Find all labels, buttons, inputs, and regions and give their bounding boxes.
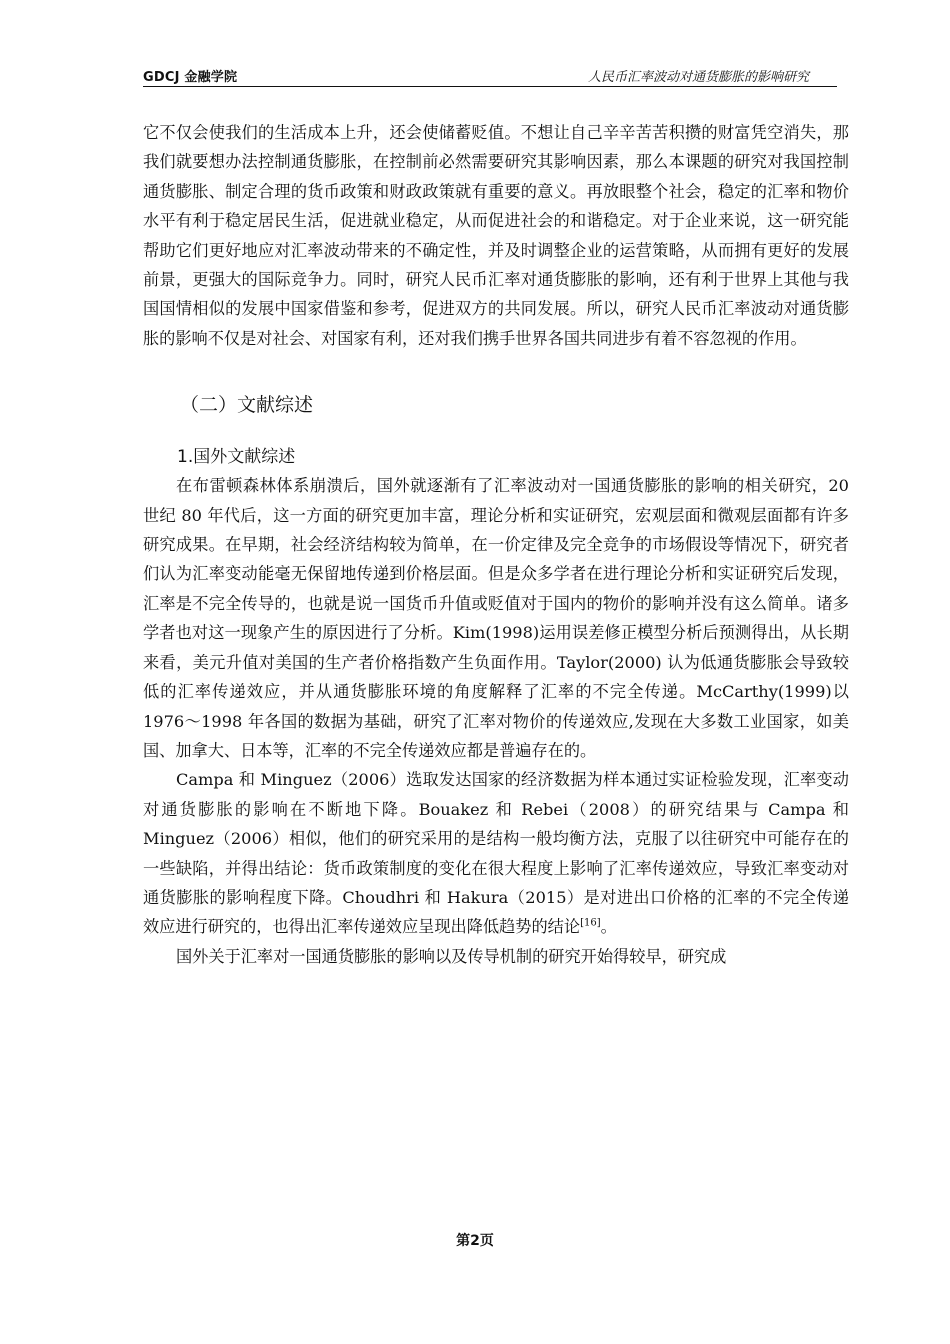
paragraph-significance: 它不仅会使我们的生活成本上升，还会使储蓄贬值。不想让自己辛辛苦苦积攒的财富凭空消失，那我们就要想办法控制通货膨胀，在控制前必然需要研究其影响因素，那么本课题的研究对我国控制通货膨胀、制定合理的货币政策和财政政策就有重要的意义。再放眼整个社会，稳定的汇率和物价水平有利于稳定居民生活，促进就业稳定，从而促进社会的和谐稳定。对于企业来说，这一研究能帮助它们更好地应对汇率波动带来的不确定性，并及时调整企业的运营策略，从而拥有更好的发展前景，更强大的国际竞争力。同时，研究人民币汇率对通货膨胀的影响，还有利于世界上其他与我国国情相似的发展中国家借鉴和参考，促进双方的共同发展。所以，研究人民币汇率波动对通货膨胀的影响不仅是对社会、对国家有利，还对我们携手世界各国共同进步有着不容忽视的作用。: [143, 123, 849, 348]
sub-heading-foreign-literature: 1.国外文献综述: [177, 447, 296, 468]
citation-reference: [16]: [580, 917, 601, 929]
section-heading-literature-review: （二）文献综述: [180, 394, 314, 417]
paragraph-campa-end: 。: [600, 917, 617, 937]
page-header: [143, 66, 837, 87]
page-content: [143, 118, 849, 971]
paragraph-transmission: 国外关于汇率对一国通货膨胀的影响以及传导机制的研究开始得较早，研究成: [176, 946, 727, 966]
page-number: 第2页: [456, 1233, 494, 1249]
header-institution: GDCJ 金融学院: [143, 70, 238, 85]
paragraph-campa-minguez: [143, 765, 849, 941]
paragraph-foreign-research: 在布雷顿森林体系崩溃后，国外就逐渐有了汇率波动对一国通货膨胀的影响的相关研究，20 世纪 80 年代后，这一方面的研究更加丰富，理论分析和实证研究，宏观层面和微观层面都有许多研究成果。在早期，社会经济结构较为简单，在一价定律及完全竞争的市场假设等情况下，研究者们认为汇率变动能毫无保留地传递到价格层面。但是众多学者在进行理论分析和实证研究后发现，汇率是不完全传导的，也就是说一国货币升值或贬值对于国内的物价的影响并没有这么简单。诸多学者也对这一现象产生的原因进行了分析。Kim(1998)运用误差修正模型分析后预测得出，从长期来看，美元升值对美国的生产者价格指数产生负面作用。Taylor(2000) 认为低通货膨胀会导致较低的汇率传递效应，并从通货膨胀环境的角度解释了汇率的不完全传递。McCarthy(1999)以 1976～1998 年各国的数据为基础，研究了汇率对物价的传递效应,发现在大多数工业国家，如美国、加拿大、日本等，汇率的不完全传递效应都是普遍存在的。: [143, 476, 849, 760]
paragraph-campa-text: Campa 和 Minguez（2006）选取发达国家的经济数据为样本通过实证检验发现，汇率变动对通货膨胀的影响在不断地下降。Bouakez 和 Rebei（2008）的研究结果与 Campa 和 Minguez（2006）相似，他们的研究采用的是结构一般均衡方法，克服了以往研究中可能存在的一些缺陷，并得出结论：货币政策制度的变化在很大程度上影响了汇率传递效应，导致汇率变动对通货膨胀的影响程度下降。Choudhri 和 Hakura（2015）是对进出口价格的汇率的不完全传递效应进行研究的，也得出汇率传递效应呈现出降低趋势的结论: [143, 770, 849, 937]
header-title: 人民币汇率波动对通货膨胀的影响研究: [587, 70, 809, 85]
